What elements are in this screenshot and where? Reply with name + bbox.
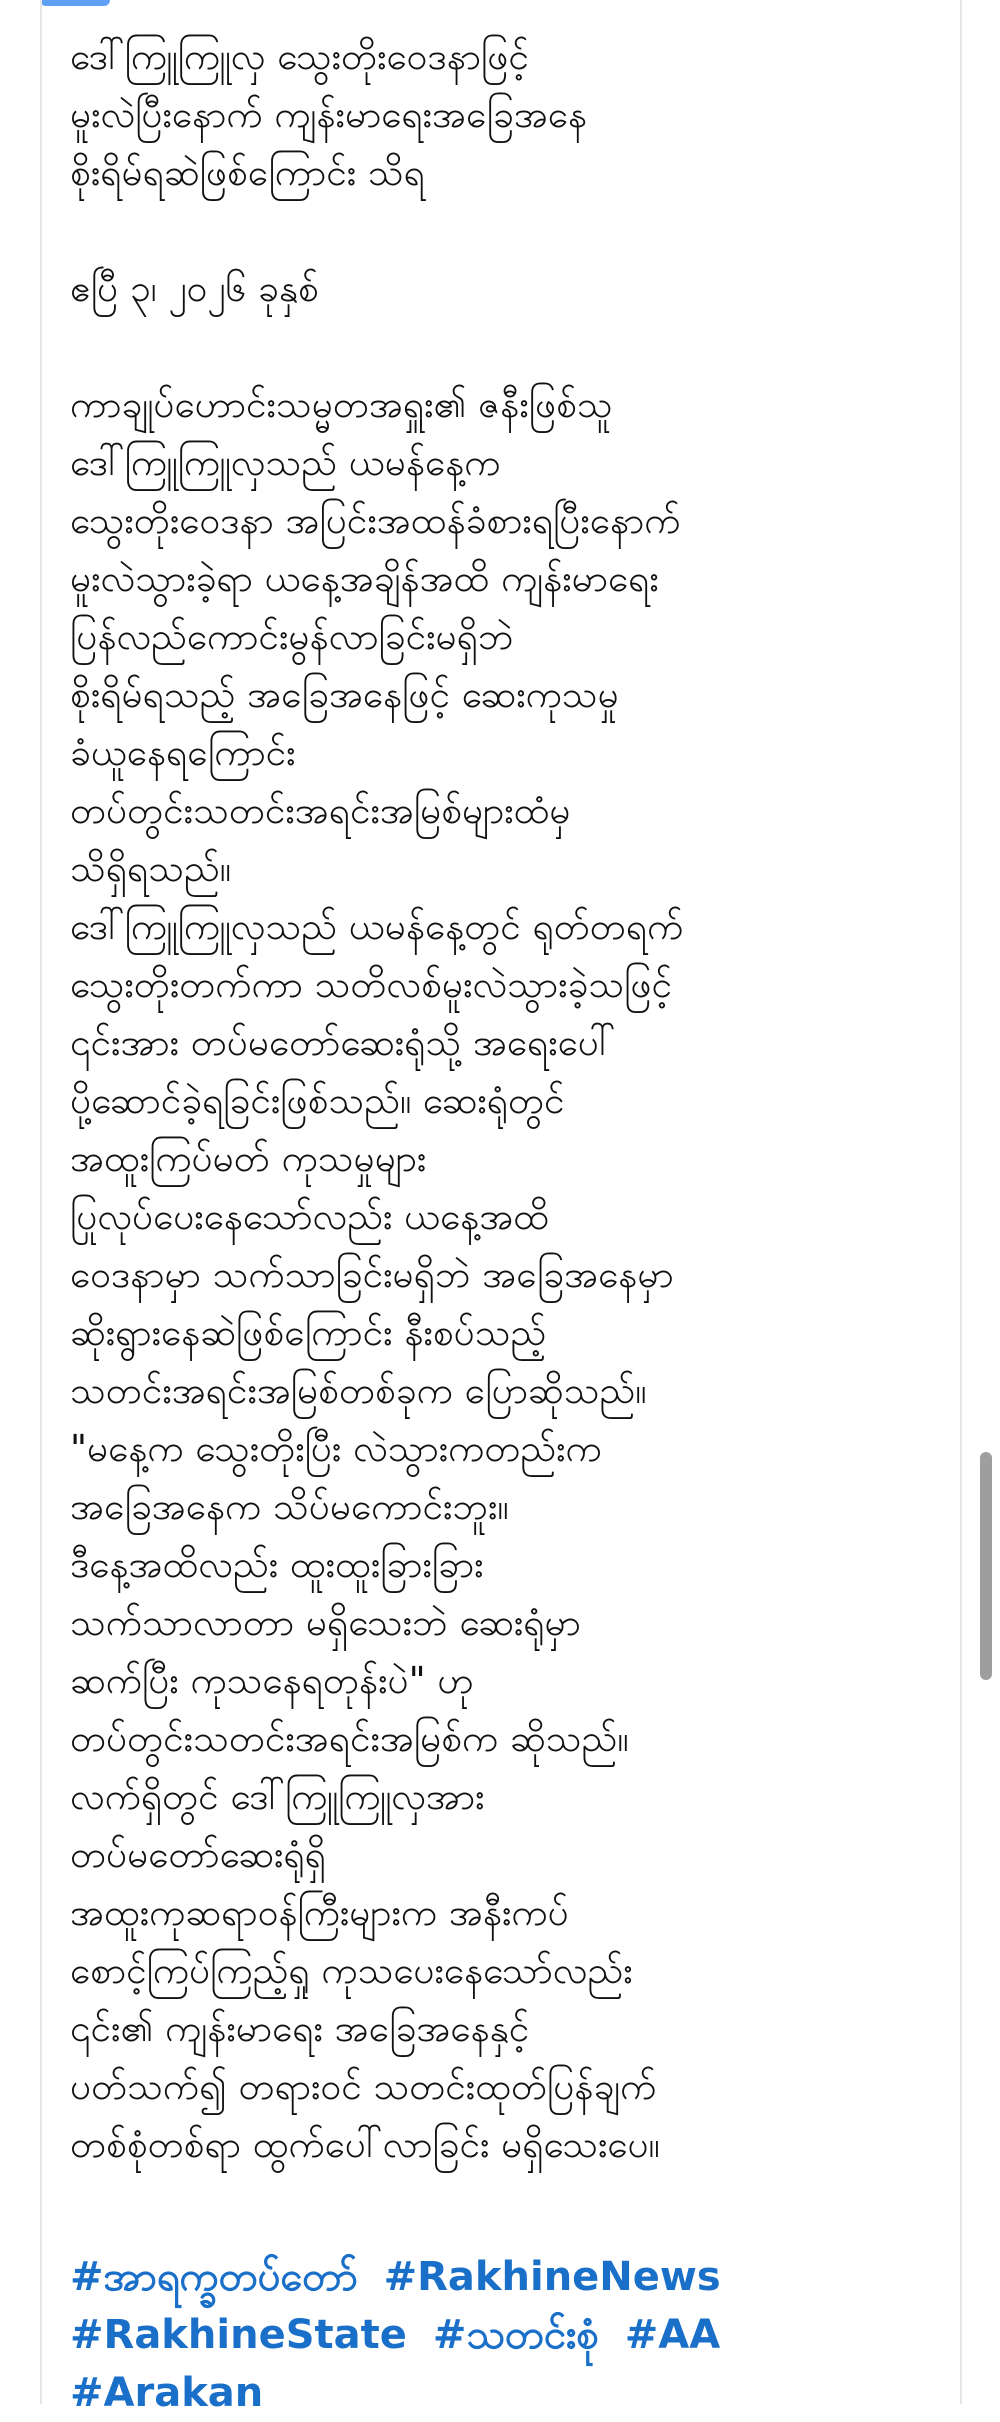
body-line: လက်ရှိတွင် ဒေါ်ကြူကြူလှအား <box>70 1775 485 1818</box>
body-line: ဝေဒနာမှာ သက်သာခြင်းမရှိဘဲ အခြေအနေမှာ <box>70 1253 674 1296</box>
body-line: ဆိုးရွားနေဆဲဖြစ်ကြောင်း နီးစပ်သည့် <box>70 1311 547 1354</box>
body-line: အထူးကြပ်မတ် ကုသမှုများ <box>70 1137 427 1180</box>
post-date: ဧပြီ ၃၊ ၂၀၂၆ ခုနှစ် <box>70 267 319 310</box>
body-line: ဒေါ်ကြူကြူလှသည် ယမန်နေ့တွင် ရုတ်တရက် <box>70 905 684 948</box>
body-line: သွေးတိုးတက်ကာ သတိလစ်မူးလဲသွားခဲ့သဖြင့် <box>70 963 672 1006</box>
body-line: သက်သာလာတာ မရှိသေးဘဲ ဆေးရုံမှာ <box>70 1601 581 1644</box>
hashtag-link[interactable]: #သတင်းစုံ <box>432 2312 599 2358</box>
profile-edge-sliver <box>40 0 110 6</box>
post-frame-right-border <box>960 0 962 2404</box>
hashtag-link[interactable]: #AA <box>624 2312 721 2358</box>
body-line: ဆက်ပြီး ကုသနေရတုန်းပဲ" ဟု <box>70 1659 474 1702</box>
body-line: မူးလဲသွားခဲ့ရာ ယနေ့အချိန်အထိ ကျန်းမာရေး <box>70 557 659 600</box>
body-line: တစ်စုံတစ်ရာ ထွက်ပေါ်လာခြင်း မရှိသေးပေ။ <box>70 2123 660 2166</box>
body-line: စိုးရိမ်ရသည့် အခြေအနေဖြင့် ဆေးကုသမှု <box>70 673 619 716</box>
body-line: ဒီနေ့အထိလည်း ထူးထူးခြားခြား <box>70 1543 484 1586</box>
hashtag-link[interactable]: #အာရက္ခတပ်တော် <box>70 2254 358 2300</box>
headline-line: ဒေါ်ကြူကြူလှ သွေးတိုးဝေဒနာဖြင့် <box>70 35 529 78</box>
body-line: စောင့်ကြပ်ကြည့်ရှု ကုသပေးနေသော်လည်း <box>70 1949 633 1992</box>
hashtag-list <box>70 2248 950 2422</box>
post-body <box>70 376 950 2174</box>
body-line: အထူးကုဆရာဝန်ကြီးများက အနီးကပ် <box>70 1891 569 1934</box>
body-line: ၎င်း၏ ကျန်းမာရေး အခြေအနေနှင့် <box>70 2007 530 2050</box>
body-line: သွေးတိုးဝေဒနာ အပြင်းအထန်ခံစားရပြီးနောက် <box>70 499 681 542</box>
body-line: ခံယူနေရကြောင်း <box>70 731 296 774</box>
body-line: ဒေါ်ကြူကြူလှသည် ယမန်နေ့က <box>70 441 501 484</box>
hashtag-link[interactable]: #Arakan <box>70 2370 264 2416</box>
body-line: သိရှိရသည်။ <box>70 847 232 890</box>
hashtag-link[interactable]: #RakhineNews <box>383 2254 721 2300</box>
hashtag-row <box>70 2248 950 2306</box>
news-post <box>70 28 950 2174</box>
body-line: သတင်းအရင်းအမြစ်တစ်ခုက ပြောဆိုသည်။ <box>70 1369 647 1412</box>
body-line: အခြေအနေက သိပ်မကောင်းဘူး။ <box>70 1485 509 1528</box>
headline-line: မူးလဲပြီးနောက် ကျန်းမာရေးအခြေအနေ <box>70 93 588 136</box>
body-line: တပ်တွင်းသတင်းအရင်းအမြစ်က ဆိုသည်။ <box>70 1717 629 1760</box>
body-line: ပတ်သက်၍ တရားဝင် သတင်းထုတ်ပြန်ချက် <box>70 2065 657 2108</box>
body-line: ပြန်လည်ကောင်းမွန်လာခြင်းမရှိဘဲ <box>70 615 514 658</box>
body-line: ၎င်းအား တပ်မတော်ဆေးရုံသို့ အရေးပေါ် <box>70 1021 616 1064</box>
headline-line: စိုးရိမ်ရဆဲဖြစ်ကြောင်း သိရ <box>70 151 425 194</box>
body-line: ပြုလုပ်ပေးနေသော်လည်း ယနေ့အထိ <box>70 1195 550 1238</box>
post-frame-left-border <box>40 0 42 2404</box>
post-headline <box>70 28 950 202</box>
scrollbar-thumb[interactable] <box>980 1452 992 1680</box>
body-line: ပို့ဆောင်ခဲ့ရခြင်းဖြစ်သည်။ ဆေးရုံတွင် <box>70 1079 565 1122</box>
body-line: "မနေ့က သွေးတိုးပြီး လဲသွားကတည်းက <box>70 1427 602 1470</box>
body-line: ကာချုပ်ဟောင်းသမ္မတအရှူး၏ ဇနီးဖြစ်သူ <box>70 383 613 426</box>
body-line: တပ်မတော်ဆေးရုံရှိ <box>70 1833 326 1876</box>
body-line: တပ်တွင်းသတင်းအရင်းအမြစ်များထံမှ <box>70 789 571 832</box>
hashtag-row <box>70 2306 950 2422</box>
hashtag-link[interactable]: #RakhineState <box>70 2312 407 2358</box>
